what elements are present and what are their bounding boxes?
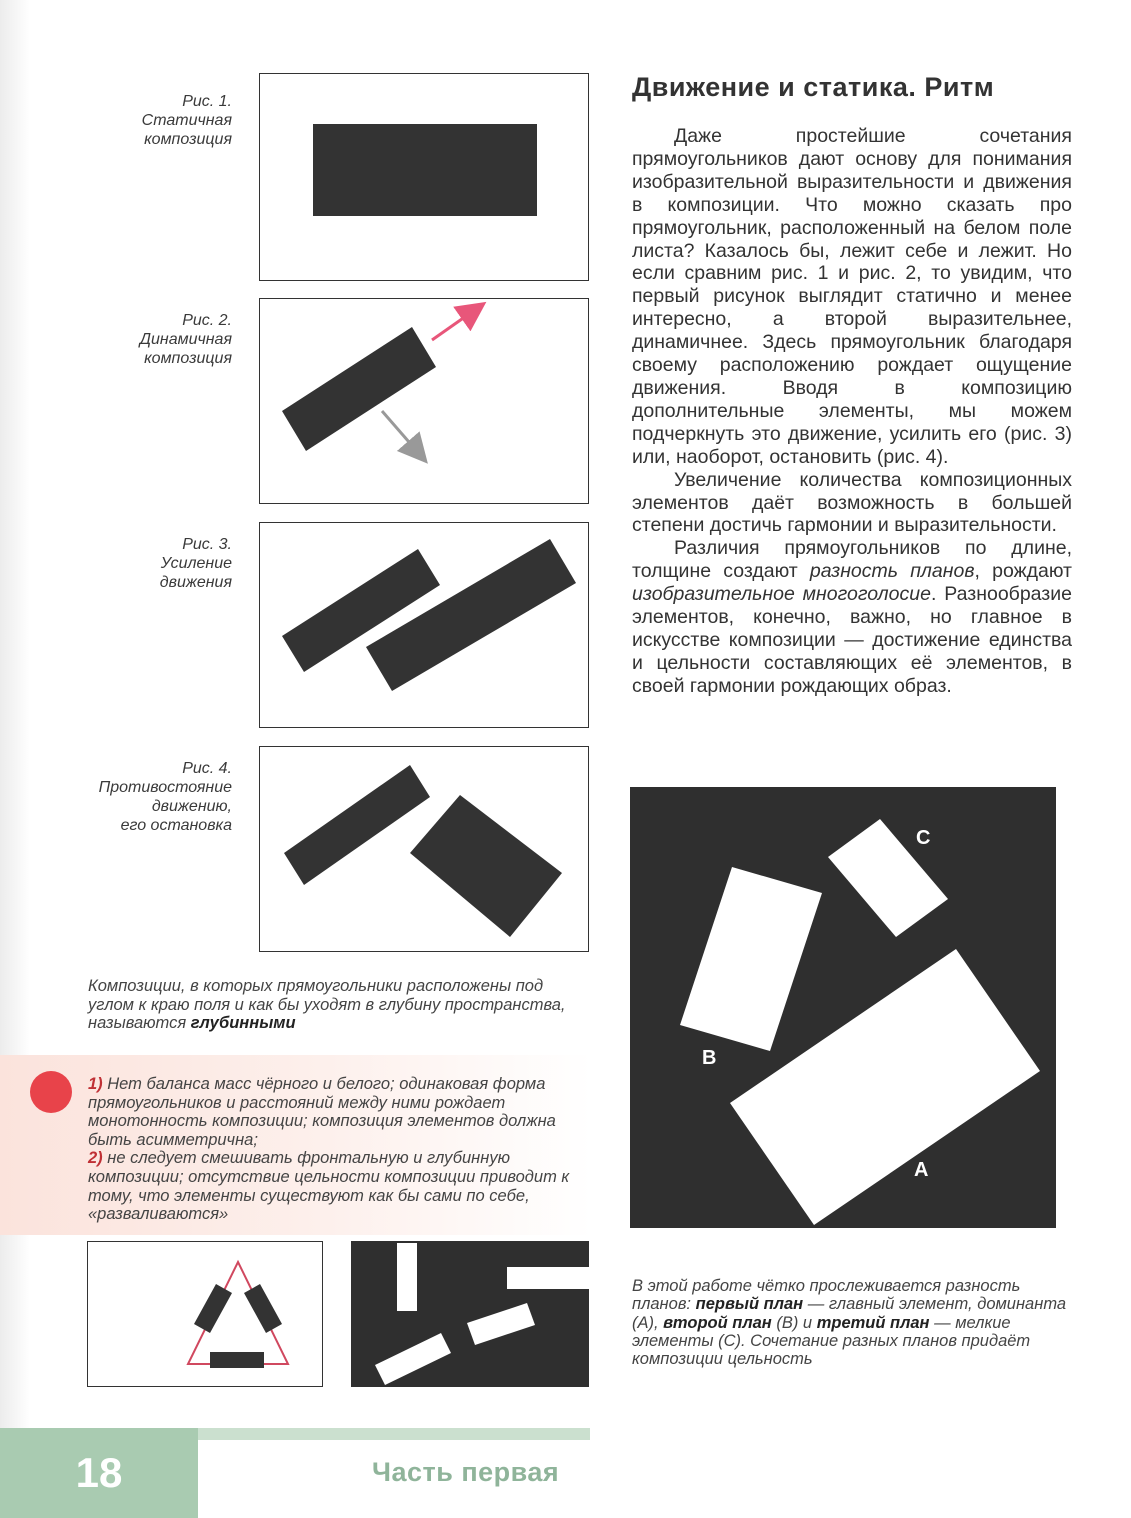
dynamic-composition-drawing	[260, 299, 589, 504]
figure-4-caption: Рис. 4. Противостояние движению, его остановка	[98, 760, 232, 834]
figure-2-frame	[259, 298, 589, 504]
label-c: C	[916, 827, 931, 849]
triangle-example-frame	[87, 1241, 323, 1387]
static-composition-drawing	[260, 74, 589, 281]
scattered-composition-drawing	[351, 1241, 589, 1387]
movement-stop-drawing	[260, 747, 589, 952]
figure-3-frame	[259, 522, 589, 728]
paragraph-2: Увеличение количества композиционных элементов даёт возможность в большей степени достичь гармонии и выразительности.	[632, 468, 1072, 537]
work-caption: В этой работе чётко прослеживается разность планов: первый план — главный элемент, доминанта (А), второй план (В) и третий план — мелкие элементы (С). Сочетание разных планов придаёт композиции цельность	[632, 1277, 1067, 1369]
figure-3-caption: Рис. 3. Усиление движения	[159, 536, 232, 591]
label-a: A	[914, 1159, 929, 1181]
triangle-composition-drawing	[88, 1242, 323, 1387]
planes-composition-drawing	[630, 787, 1056, 1228]
part-title: Часть первая	[372, 1457, 560, 1487]
main-text	[632, 125, 1072, 698]
label-b: B	[702, 1047, 717, 1069]
figure-1-caption: Рис. 1. Статичная композиция	[141, 93, 232, 148]
movement-enhancement-drawing	[260, 523, 589, 728]
figure-1-frame	[259, 73, 589, 281]
scattered-example-panel	[351, 1241, 589, 1387]
paragraph-1: Даже простейшие сочетания прямоугольников дают основу для понимания изобразительной выразительности и движения в композиции. Что можно сказать про прямоугольник, расположенный на белом поле листа? Казалось бы, лежит себе и лежит. Но если сравним рис. 1 и рис. 2, то увидим, что первый рисунок выглядит статично и менее интересно, а второй выразительнее, динамичнее. Здесь прямоугольник благодаря своему расположению рождает ощущение движения. Вводя в композицию дополнительные элементы, мы можем подчеркнуть это движение, усилить его (рис. 3) или, наоборот, остановить (рис. 4).	[632, 125, 1072, 468]
figure-4-frame	[259, 746, 589, 952]
deep-composition-caption: Композиции, в которых прямоугольники расположены под углом к краю поля и как бы уходят в глубину пространства, называются глубинными	[88, 977, 566, 1032]
warning-dot-icon	[30, 1071, 72, 1113]
page-number: 18	[0, 1428, 198, 1518]
section-heading: Движение и статика. Ритм	[632, 72, 995, 102]
paragraph-3: Различия прямоугольников по длине, толщине создают разность планов, рождают изобразительное многоголосие. Разнообразие элементов, конечно, важно, но главное в искусстве композиции — достижение единства и цельности составляющих её элементов, в своей гармонии рождающих образ.	[632, 537, 1072, 697]
figure-2-caption: Рис. 2. Динамичная композиция	[139, 312, 232, 367]
large-composition-panel	[630, 787, 1056, 1228]
warning-text: 1) Нет баланса масс чёрного и белого; одинаковая форма прямоугольников и расстояний между ними рождает монотонность композиции; композиция элементов должна быть асимметрична; 2) не следует смешивать фронтальную и глубинную композиции; отсутствие цельности композиции приводит к тому, что элементы существуют как бы сами по себе, «разваливаются»	[88, 1075, 570, 1224]
